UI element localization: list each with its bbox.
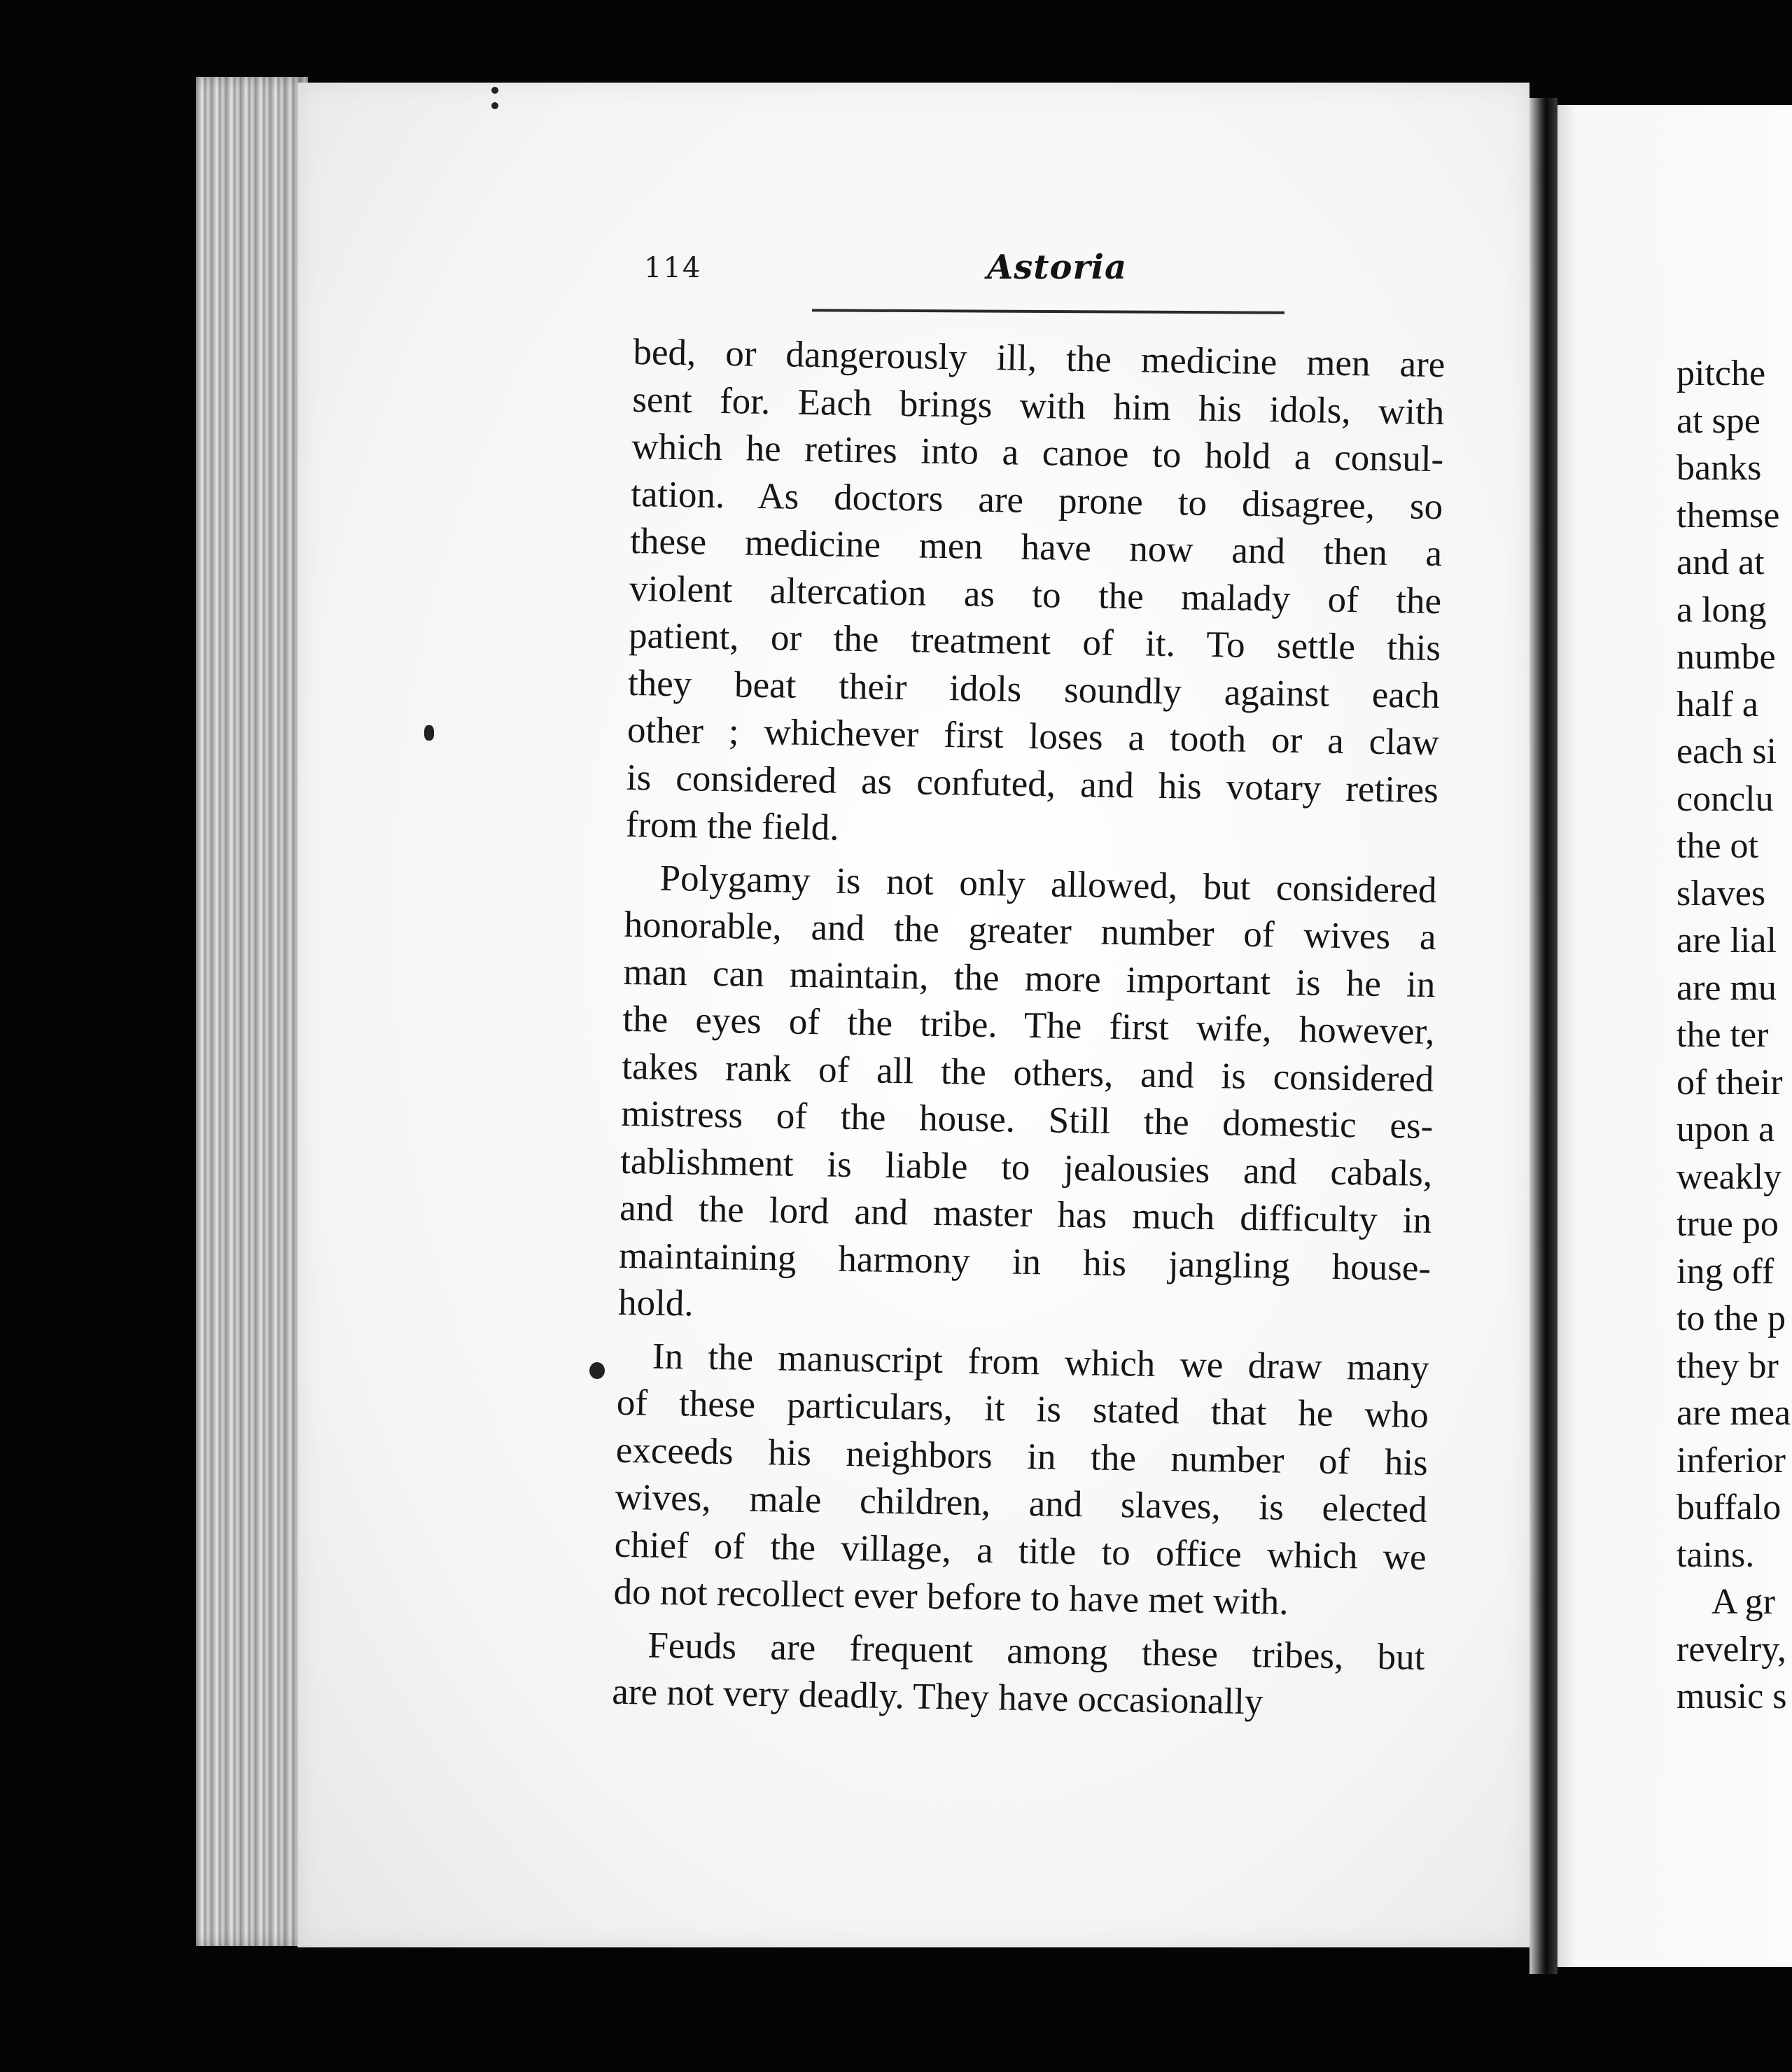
text-line: exceeds his neighbors in the number of his <box>615 1429 1429 1483</box>
text-line: they beat their idols soundly against each <box>627 662 1441 716</box>
text-line-fragment: true po <box>1676 1204 1779 1244</box>
text-line: of these particulars, it is stated that he who <box>616 1382 1429 1436</box>
ink-speck <box>491 87 498 94</box>
text-line: the eyes of the tribe. The first wife, however, <box>622 998 1435 1053</box>
text-line-fragment: ing off <box>1676 1251 1774 1292</box>
text-line-fragment: a long <box>1676 589 1767 630</box>
text-line: wives, male children, and slaves, is elected <box>615 1476 1428 1531</box>
text-line-fragment: slaves <box>1676 873 1766 913</box>
text-line-fragment: inferior <box>1676 1440 1786 1480</box>
text-line-fragment: are mu <box>1676 967 1777 1008</box>
text-line: mistress of the house. Still the domestic es- <box>620 1093 1434 1147</box>
text-line: man can maintain, the more important is he in <box>623 951 1436 1005</box>
text-line-fragment: conclu <box>1676 778 1774 819</box>
text-line-fragment: banks <box>1676 448 1762 488</box>
text-line-fragment: they br <box>1676 1345 1779 1386</box>
running-head-title: Astoria <box>987 248 1128 287</box>
text-line: hold. <box>617 1282 694 1324</box>
paragraph <box>618 854 1437 1339</box>
text-line: bed, or dangerously ill, the medicine men are <box>633 331 1446 386</box>
text-line-fragment: each si <box>1676 732 1777 771</box>
text-line: takes rank of all the others, and is considered <box>621 1046 1434 1100</box>
paragraph <box>612 1621 1425 1728</box>
text-line-fragment: half a <box>1676 684 1758 724</box>
text-line: violent altercation as to the malady of the <box>629 568 1442 622</box>
paragraph <box>625 329 1446 862</box>
text-line: from the field. <box>625 804 839 848</box>
text-line-fragment: are lial <box>1676 920 1777 960</box>
text-line-fragment: weakly <box>1676 1156 1782 1197</box>
text-line: Polygamy is not only allowed, but considered <box>659 858 1438 911</box>
ink-speck <box>589 1362 605 1379</box>
text-line-fragment: are mea <box>1676 1393 1791 1433</box>
right-page-text-fragment <box>1676 350 1792 1721</box>
text-line: and the lord and master has much difficulty in <box>619 1187 1432 1242</box>
text-line: these medicine men have now and then a <box>629 520 1443 575</box>
text-line: is considered as confuted, and his votary retires <box>626 757 1439 811</box>
text-line-fragment: the ter <box>1676 1015 1769 1055</box>
text-line-fragment: buffalo <box>1676 1488 1782 1527</box>
text-line-fragment: numbe <box>1676 637 1776 677</box>
text-line: other ; whichever first loses a tooth or a claw <box>626 709 1440 764</box>
text-line: Feuds are frequent among these tribes, but <box>648 1625 1425 1678</box>
page-edges <box>196 77 308 1946</box>
text-line-fragment: to the p <box>1676 1298 1786 1338</box>
text-line-fragment: A gr <box>1712 1582 1775 1622</box>
left-page-text <box>612 329 1446 1728</box>
text-line-fragment: the ot <box>1676 826 1758 866</box>
paragraph <box>613 1332 1429 1628</box>
text-line-fragment: at spe <box>1676 400 1760 441</box>
text-line-fragment: and at <box>1676 542 1765 582</box>
text-line: honorable, and the greater number of wives a <box>624 904 1436 958</box>
text-line: chief of the village, a title to office which we <box>614 1524 1427 1578</box>
text-line-fragment: music s <box>1676 1676 1787 1716</box>
text-line: do not recollect ever before to have met with. <box>613 1571 1289 1623</box>
ink-speck <box>491 102 498 109</box>
text-line-fragment: of their <box>1676 1062 1783 1102</box>
text-line: sent for. Each brings with him his idols, with <box>631 379 1445 433</box>
text-line-fragment: pitche <box>1676 354 1766 393</box>
text-line: maintaining harmony in his jangling house- <box>618 1235 1432 1289</box>
text-line-fragment: revelry, <box>1676 1629 1786 1670</box>
text-line-fragment: themse <box>1676 495 1780 536</box>
text-line: In the manuscript from which we draw many <box>652 1336 1430 1389</box>
ink-speck <box>424 725 434 741</box>
text-line-fragment: tains. <box>1676 1534 1755 1575</box>
text-line: patient, or the treatment of it. To settle this <box>628 615 1441 669</box>
text-line: tation. As doctors are prone to disagree, so <box>630 473 1443 527</box>
book-gutter <box>1530 98 1558 1974</box>
text-line-fragment: upon a <box>1676 1110 1775 1149</box>
text-line: tablishment is liable to jealousies and cabals, <box>620 1140 1433 1194</box>
text-line: are not very deadly. They have occasionally <box>611 1671 1264 1723</box>
text-line: which he retires into a canoe to hold a consul- <box>631 426 1444 480</box>
running-head <box>644 248 1274 308</box>
page-number: 114 <box>644 252 702 284</box>
